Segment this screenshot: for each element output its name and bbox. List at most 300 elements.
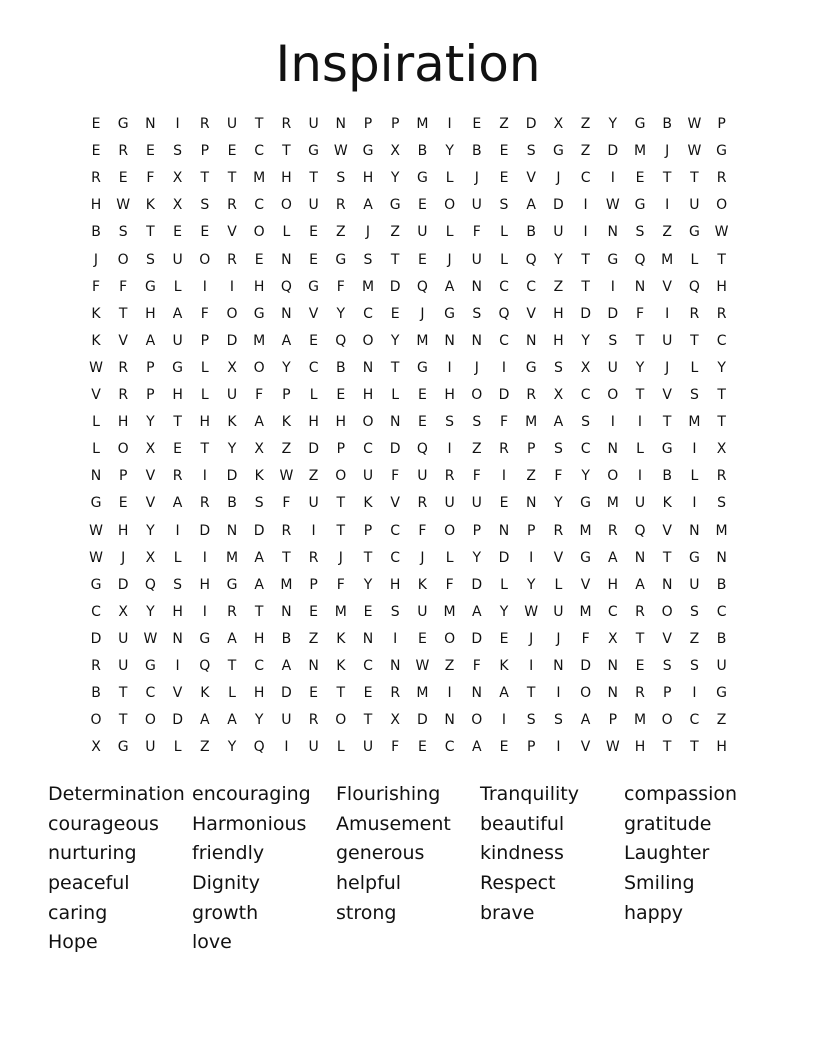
grid-letter: S — [472, 305, 482, 322]
word-bank-item: compassion — [624, 783, 738, 805]
grid-letter: P — [146, 387, 155, 403]
grid-letter: W — [687, 116, 702, 132]
word-bank-item: Respect — [480, 872, 556, 895]
grid-letter: U — [172, 251, 183, 268]
grid-letter: R — [308, 712, 319, 729]
grid-letter: G — [552, 143, 564, 160]
grid-letter: Q — [199, 658, 211, 674]
grid-letter: C — [444, 739, 455, 756]
grid-letter: W — [605, 197, 620, 214]
grid-letter: A — [281, 332, 292, 349]
grid-letter: M — [416, 332, 429, 349]
grid-letter: F — [472, 224, 481, 241]
grid-letter: E — [91, 143, 101, 160]
grid-letter: L — [200, 359, 209, 376]
grid-letter: U — [716, 658, 727, 674]
grid-letter: V — [662, 387, 672, 403]
grid-letter: Y — [554, 495, 563, 512]
grid-letter: E — [499, 739, 509, 756]
grid-letter: R — [227, 603, 237, 620]
grid-letter: P — [363, 522, 373, 539]
grid-letter: H — [553, 332, 564, 349]
grid-letter: L — [445, 549, 454, 566]
grid-letter: R — [716, 305, 727, 322]
grid-letter: Y — [390, 332, 400, 349]
grid-letter: T — [118, 712, 128, 729]
grid-letter: G — [335, 251, 347, 268]
grid-letter: T — [635, 387, 645, 403]
grid-letter: H — [362, 170, 374, 187]
word-bank-item: brave — [480, 901, 535, 924]
grid-letter: R — [172, 468, 183, 485]
grid-letter: A — [227, 630, 237, 647]
grid-letter: L — [228, 685, 236, 702]
grid-letter: U — [308, 495, 319, 512]
grid-letter: M — [633, 143, 647, 160]
grid-letter: C — [390, 522, 401, 539]
grid-letter: A — [608, 549, 618, 566]
grid-letter: N — [634, 549, 646, 566]
grid-letter: K — [281, 414, 291, 431]
grid-letter: S — [336, 170, 346, 187]
grid-letter: H — [444, 387, 455, 403]
grid-letter: F — [391, 739, 400, 756]
grid-letter: S — [526, 712, 536, 729]
grid-letter: T — [146, 224, 155, 241]
grid-letter: C — [363, 305, 373, 322]
word-bank-item: kindness — [480, 842, 564, 865]
grid-letter: S — [689, 387, 699, 403]
grid-letter: T — [363, 712, 373, 729]
grid-letter: K — [227, 414, 237, 431]
grid-letter: T — [336, 685, 346, 702]
grid-letter: E — [309, 603, 319, 620]
grid-letter: R — [118, 143, 129, 160]
grid-letter: M — [715, 522, 728, 539]
word-bank-item: nurturing — [48, 842, 137, 865]
grid-letter: Q — [634, 522, 646, 539]
grid-letter: J — [474, 170, 479, 187]
grid-letter: R — [716, 170, 727, 187]
grid-letter: R — [199, 116, 210, 132]
grid-letter: R — [553, 522, 564, 539]
grid-letter: S — [581, 414, 591, 431]
grid-letter: E — [173, 224, 183, 241]
grid-letter: D — [90, 630, 102, 647]
grid-letter: O — [280, 197, 292, 214]
grid-letter: Y — [608, 116, 618, 132]
grid-letter: R — [499, 441, 509, 458]
grid-letter: V — [662, 278, 672, 295]
grid-letter: I — [529, 549, 534, 566]
grid-letter: R — [526, 387, 537, 403]
grid-letter: E — [499, 143, 509, 160]
grid-letter: I — [501, 468, 507, 485]
grid-letter: A — [472, 739, 482, 756]
grid-letter: U — [634, 495, 646, 512]
word-bank-item: helpful — [336, 872, 402, 895]
grid-letter: L — [92, 414, 100, 431]
grid-letter: S — [553, 359, 563, 376]
grid-letter: R — [281, 116, 292, 132]
grid-letter: H — [145, 305, 156, 322]
grid-letter: B — [335, 359, 346, 376]
grid-letter: A — [553, 414, 564, 431]
grid-letter: P — [717, 116, 726, 132]
grid-letter: I — [175, 658, 180, 674]
grid-letter: H — [553, 305, 564, 322]
grid-letter: I — [637, 468, 643, 485]
grid-letter: O — [117, 441, 129, 458]
grid-letter: N — [226, 522, 238, 539]
grid-letter: R — [689, 305, 700, 322]
grid-letter: H — [253, 685, 265, 702]
word-bank-item: Hope — [48, 931, 98, 954]
grid-letter: B — [91, 685, 101, 702]
grid-letter: K — [91, 305, 101, 322]
grid-letter: E — [499, 630, 509, 647]
grid-letter: Z — [689, 630, 700, 647]
grid-letter: A — [254, 414, 264, 431]
grid-letter: H — [335, 414, 347, 431]
grid-letter: S — [608, 332, 618, 349]
grid-letter: T — [336, 522, 346, 539]
grid-letter: T — [200, 170, 210, 187]
grid-letter: E — [227, 143, 237, 160]
grid-letter: G — [525, 359, 537, 376]
grid-letter: A — [281, 658, 292, 674]
grid-letter: M — [579, 522, 592, 539]
grid-letter: T — [662, 414, 672, 431]
grid-letter: S — [200, 197, 210, 214]
word-bank-item: growth — [192, 901, 259, 924]
grid-letter: V — [172, 685, 183, 702]
grid-letter: C — [689, 712, 700, 729]
grid-letter: A — [635, 576, 645, 593]
grid-letter: G — [716, 143, 728, 160]
grid-letter: I — [447, 359, 452, 376]
grid-letter: O — [716, 197, 728, 214]
grid-letter: G — [117, 116, 129, 132]
grid-letter: O — [144, 712, 156, 729]
grid-letter: A — [444, 278, 455, 295]
grid-letter: U — [226, 387, 238, 403]
grid-letter: O — [117, 251, 129, 268]
grid-letter: L — [690, 359, 699, 376]
grid-letter: W — [605, 739, 620, 756]
grid-letter: K — [499, 658, 509, 674]
grid-letter: G — [308, 278, 320, 295]
grid-letter: V — [145, 468, 156, 485]
grid-letter: E — [635, 658, 645, 674]
grid-letter: U — [471, 251, 482, 268]
grid-letter: H — [253, 630, 265, 647]
grid-letter: I — [665, 197, 670, 214]
grid-letter: P — [146, 359, 155, 376]
grid-letter: X — [390, 143, 400, 160]
grid-letter: R — [118, 387, 129, 403]
grid-letter: Z — [308, 468, 319, 485]
grid-letter: R — [635, 603, 645, 620]
grid-letter: R — [607, 522, 618, 539]
grid-letter: I — [447, 685, 452, 702]
grid-letter: B — [471, 143, 482, 160]
grid-letter: Z — [444, 658, 455, 674]
grid-letter: J — [529, 630, 534, 647]
grid-letter: G — [444, 305, 456, 322]
grid-letter: H — [199, 576, 211, 593]
grid-letter: S — [526, 143, 536, 160]
grid-letter: A — [254, 549, 264, 566]
grid-letter: W — [279, 468, 294, 485]
grid-letter: X — [390, 712, 400, 729]
grid-letter: G — [199, 630, 211, 647]
grid-letter: Z — [308, 630, 319, 647]
grid-letter: D — [525, 116, 537, 132]
grid-letter: Z — [580, 143, 591, 160]
grid-letter: D — [580, 305, 591, 322]
grid-letter: N — [444, 332, 455, 349]
grid-letter: H — [716, 739, 727, 756]
grid-letter: S — [390, 603, 400, 620]
grid-letter: O — [362, 414, 374, 431]
grid-letter: Q — [280, 278, 292, 295]
grid-letter: W — [524, 603, 539, 620]
grid-letter: R — [227, 197, 237, 214]
grid-letter: N — [634, 278, 646, 295]
grid-letter: N — [607, 658, 619, 674]
word-bank-item: Laughter — [624, 842, 710, 865]
word-bank-item: beautiful — [480, 812, 565, 835]
grid-letter: K — [145, 197, 155, 214]
grid-letter: Z — [716, 712, 727, 729]
grid-letter: T — [390, 251, 400, 268]
grid-letter: R — [118, 359, 129, 376]
grid-letter: G — [117, 739, 129, 756]
grid-letter: L — [173, 739, 182, 756]
grid-letter: G — [144, 278, 156, 295]
grid-letter: D — [253, 522, 265, 539]
grid-letter: I — [583, 224, 588, 241]
grid-letter: F — [336, 278, 345, 295]
grid-letter: I — [311, 522, 316, 539]
grid-letter: D — [607, 143, 619, 160]
grid-letter: Q — [144, 576, 156, 593]
grid-letter: T — [363, 549, 373, 566]
grid-letter: T — [690, 332, 699, 349]
grid-letter: N — [281, 305, 292, 322]
grid-letter: O — [253, 224, 265, 241]
grid-letter: V — [553, 549, 564, 566]
grid-letter: U — [417, 468, 428, 485]
grid-letter: N — [498, 522, 510, 539]
word-bank-item: Determination — [48, 783, 185, 805]
grid-letter: D — [580, 658, 591, 674]
grid-letter: N — [607, 685, 619, 702]
grid-letter: L — [500, 224, 508, 241]
grid-letter: U — [689, 197, 700, 214]
grid-letter: B — [417, 143, 428, 160]
grid-letter: N — [525, 332, 537, 349]
grid-letter: K — [336, 658, 346, 674]
grid-letter: Y — [363, 576, 373, 593]
word-bank-item: Flourishing — [336, 783, 441, 805]
grid-letter: M — [253, 332, 266, 349]
grid-letter: T — [200, 441, 210, 458]
grid-letter: V — [308, 305, 319, 322]
grid-letter: N — [90, 468, 102, 485]
grid-letter: T — [526, 685, 536, 702]
grid-letter: T — [717, 387, 726, 403]
grid-letter: Y — [635, 359, 645, 376]
grid-letter: Y — [472, 549, 482, 566]
grid-letter: L — [554, 576, 563, 593]
grid-letter: U — [226, 116, 238, 132]
word-bank-item: friendly — [192, 842, 265, 865]
grid-letter: T — [390, 359, 400, 376]
grid-letter: C — [363, 658, 373, 674]
grid-letter: J — [420, 549, 425, 566]
grid-letter: J — [93, 251, 99, 268]
grid-letter: A — [254, 576, 264, 593]
grid-letter: C — [254, 658, 265, 674]
grid-letter: O — [444, 630, 456, 647]
grid-letter: Y — [336, 305, 346, 322]
grid-letter: T — [635, 332, 645, 349]
grid-letter: J — [365, 224, 371, 241]
grid-letter: J — [121, 549, 126, 566]
grid-letter: P — [200, 143, 210, 160]
grid-letter: E — [309, 332, 319, 349]
word-bank — [48, 780, 788, 958]
grid-letter: D — [281, 685, 292, 702]
grid-letter: S — [445, 414, 455, 431]
word-bank-item: caring — [48, 901, 108, 924]
grid-letter: N — [471, 685, 483, 702]
grid-letter: O — [661, 712, 673, 729]
grid-letter: X — [716, 441, 727, 458]
grid-letter: K — [336, 630, 346, 647]
grid-letter: S — [553, 441, 563, 458]
grid-letter: T — [635, 630, 645, 647]
grid-letter: Q — [416, 278, 428, 295]
word-bank-item: encouraging — [192, 783, 311, 805]
grid-letter: I — [175, 522, 180, 539]
word-bank-item: Amusement — [336, 812, 451, 835]
grid-letter: U — [553, 603, 564, 620]
grid-letter: X — [172, 170, 183, 187]
grid-letter: V — [580, 576, 591, 593]
grid-letter: U — [689, 576, 700, 593]
grid-letter: N — [308, 658, 319, 674]
grid-letter: F — [391, 468, 400, 485]
grid-letter: J — [338, 549, 343, 566]
grid-letter: C — [580, 170, 591, 187]
grid-letter: D — [607, 305, 619, 322]
grid-letter: H — [281, 170, 292, 187]
grid-letter: T — [662, 170, 672, 187]
grid-letter: I — [610, 170, 615, 187]
grid-letter: H — [199, 414, 211, 431]
grid-letter: P — [526, 522, 536, 539]
grid-letter: Y — [282, 359, 291, 376]
grid-letter: X — [172, 197, 183, 214]
grid-letter: D — [172, 712, 183, 729]
word-bank-item: courageous — [48, 812, 159, 835]
grid-letter: M — [416, 685, 429, 702]
grid-letter: T — [581, 278, 590, 295]
grid-letter: E — [417, 251, 427, 268]
grid-letter: K — [91, 332, 101, 349]
grid-letter: J — [665, 359, 670, 376]
grid-letter: Y — [254, 712, 264, 729]
grid-letter: A — [172, 305, 183, 322]
grid-letter: D — [389, 278, 401, 295]
grid-letter: N — [471, 332, 483, 349]
grid-letter: U — [308, 116, 319, 132]
grid-letter: P — [526, 441, 536, 458]
grid-letter: U — [607, 359, 618, 376]
word-bank-item: love — [192, 931, 232, 954]
grid-letter: A — [363, 197, 373, 214]
grid-letter: G — [90, 576, 102, 593]
grid-letter: Q — [416, 441, 428, 458]
grid-letter: N — [444, 712, 455, 729]
grid-letter: C — [363, 441, 373, 458]
grid-letter: F — [255, 387, 264, 403]
grid-letter: M — [633, 712, 647, 729]
grid-letter: S — [472, 414, 482, 431]
grid-letter: F — [282, 495, 291, 512]
grid-letter: Z — [336, 224, 346, 241]
grid-letter: E — [336, 387, 346, 403]
grid-letter: L — [173, 549, 182, 566]
grid-letter: E — [417, 387, 427, 403]
grid-letter: T — [717, 251, 726, 268]
grid-letter: J — [474, 359, 479, 376]
grid-letter: D — [498, 387, 510, 403]
grid-letter: H — [117, 414, 129, 431]
grid-letter: G — [716, 685, 728, 702]
grid-letter: B — [227, 495, 237, 512]
grid-letter: X — [91, 739, 101, 756]
grid-letter: R — [199, 495, 210, 512]
grid-letter: S — [173, 576, 183, 593]
grid-letter: F — [146, 170, 155, 187]
grid-letter: Z — [281, 441, 292, 458]
grid-letter: M — [606, 495, 619, 512]
grid-letter: O — [444, 197, 456, 214]
grid-letter: N — [335, 116, 347, 132]
grid-letter: A — [472, 603, 482, 620]
grid-letter: O — [607, 468, 619, 485]
grid-letter: E — [472, 116, 482, 132]
grid-letter: U — [662, 332, 673, 349]
grid-letter: U — [553, 224, 564, 241]
grid-letter: M — [416, 116, 429, 132]
grid-letter: Y — [499, 603, 509, 620]
grid-letter: U — [145, 739, 156, 756]
grid-letter: T — [118, 305, 128, 322]
grid-letter: A — [526, 197, 536, 214]
grid-letter: G — [580, 495, 592, 512]
grid-letter: R — [417, 495, 428, 512]
grid-letter: C — [499, 332, 509, 349]
grid-letter: E — [417, 630, 427, 647]
grid-letter: Q — [688, 278, 700, 295]
grid-letter: N — [281, 603, 292, 620]
grid-letter: O — [471, 712, 483, 729]
